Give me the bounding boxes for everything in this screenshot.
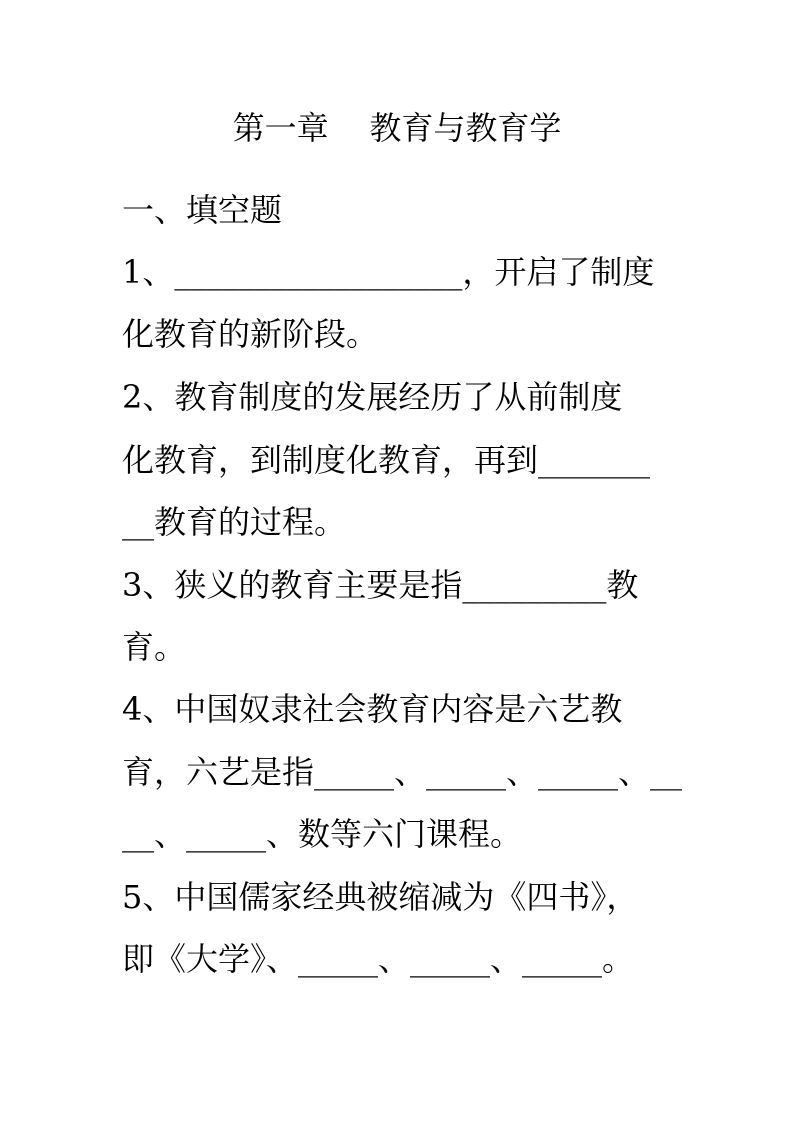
question-5-line-1: 5、中国儒家经典被缩减为《四书》， bbox=[122, 878, 639, 916]
question-2-line-3: __教育的过程。 bbox=[122, 503, 347, 541]
question-5-line-2: 即《大学》、_____、_____、_____。 bbox=[122, 940, 635, 978]
question-2-line-2: 化教育，到制度化教育，再到_______ bbox=[122, 441, 651, 479]
section-heading: 一、填空题 bbox=[122, 191, 283, 229]
question-2-line-1: 2、教育制度的发展经历了从前制度 bbox=[122, 378, 623, 416]
question-1-line-2: 化教育的新阶段。 bbox=[122, 315, 379, 353]
question-4-line-1: 4、中国奴隶社会教育内容是六艺教 bbox=[122, 690, 623, 728]
question-4-line-2: 育，六艺是指_____、_____、_____、__ bbox=[122, 753, 683, 791]
question-4-line-3: __、_____、数等六门课程。 bbox=[122, 815, 523, 853]
question-3-line-1: 3、狭义的教育主要是指_________教 bbox=[122, 566, 639, 604]
question-1-line-1: 1、__________________，开启了制度 bbox=[122, 253, 655, 291]
chapter-title: 第一章 教育与教育学 bbox=[232, 109, 562, 147]
question-3-line-2: 育。 bbox=[122, 628, 187, 666]
